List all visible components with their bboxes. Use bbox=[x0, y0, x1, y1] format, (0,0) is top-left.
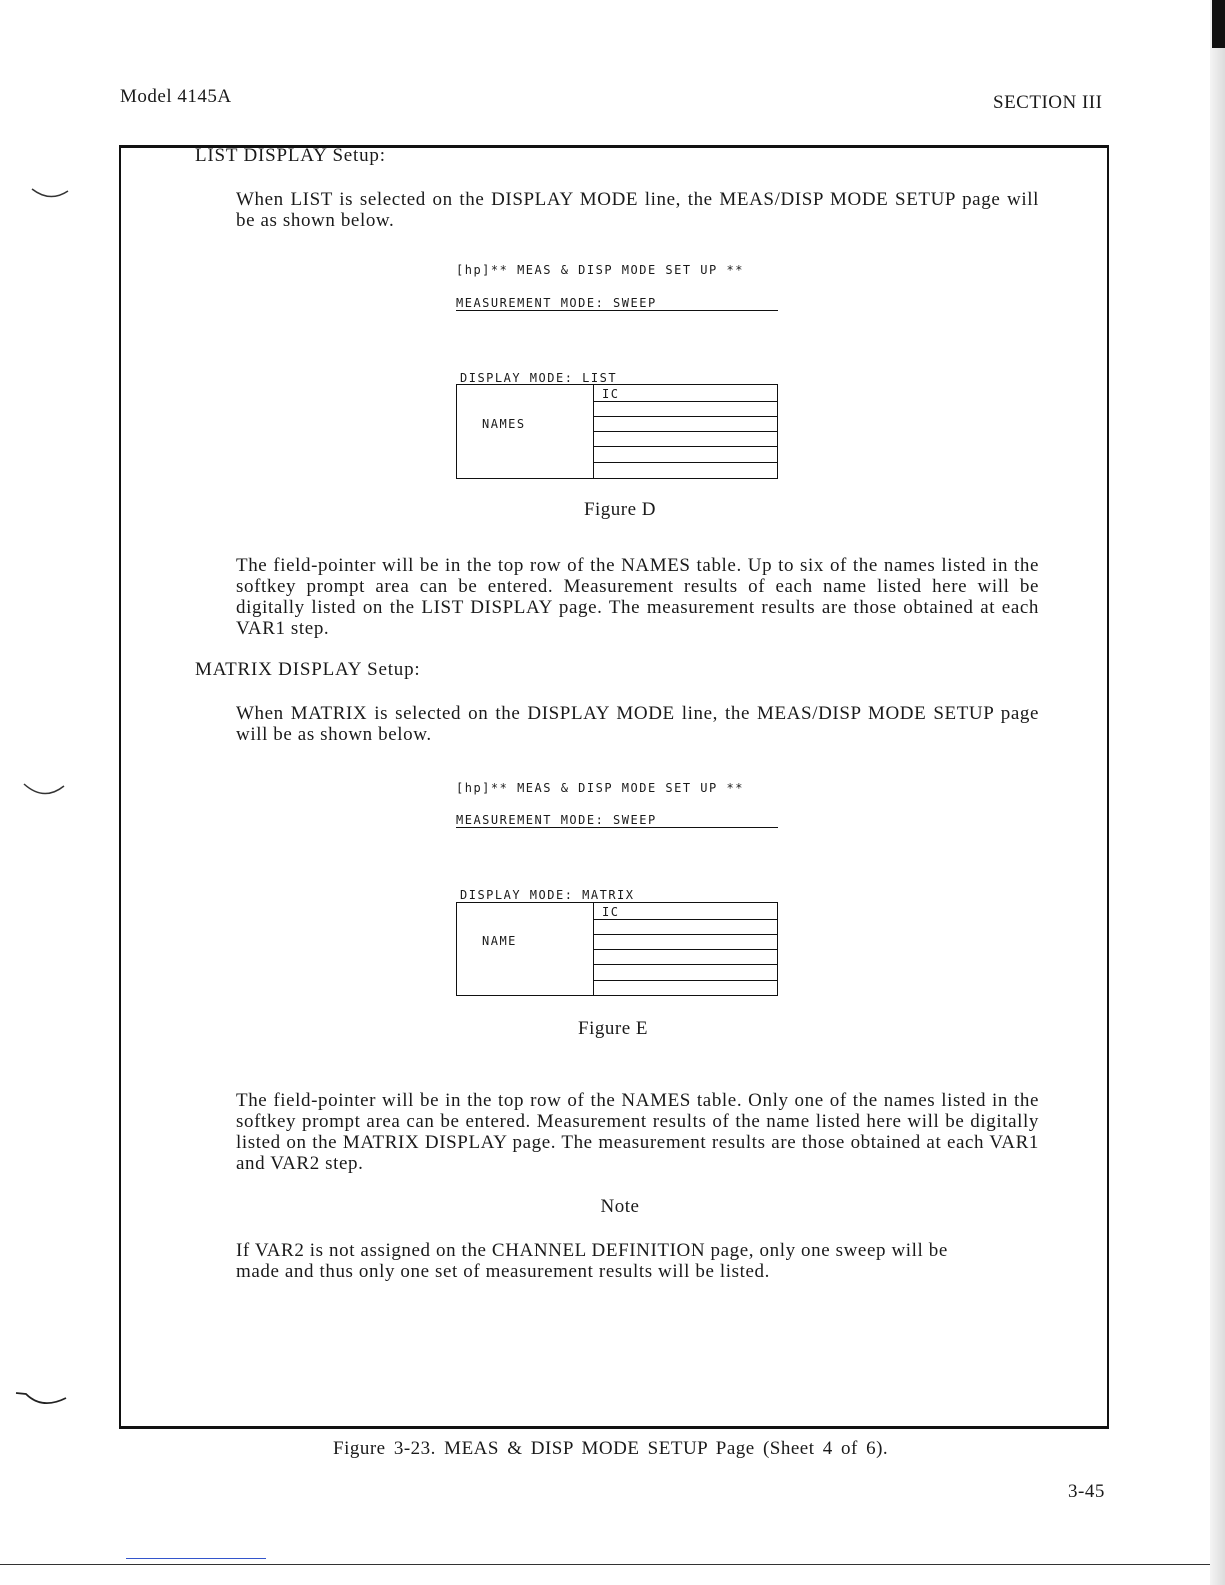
model-label: Model 4145A bbox=[120, 86, 232, 107]
list-table-label: NAMES bbox=[482, 417, 526, 431]
list-disp-mode: DISPLAY MODE: LIST bbox=[460, 371, 618, 385]
list-meas-mode: MEASUREMENT MODE: SWEEP bbox=[456, 296, 778, 311]
matrix-table-row-line bbox=[593, 964, 778, 965]
list-screen-title: [hp]** MEAS & DISP MODE SET UP ** bbox=[456, 263, 744, 277]
matrix-disp-mode: DISPLAY MODE: MATRIX bbox=[460, 888, 635, 902]
matrix-description: The field-pointer will be in the top row of the NAMES table. Only one of the names listed in the softkey prompt area can be entered. Measurement results of the name listed here will be digitally listed on the MATRIX DISPLAY page. The measurement results are those obtained at each VAR1 and VAR2 step. bbox=[236, 1090, 1039, 1174]
list-intro: When LIST is selected on the DISPLAY MODE line, the MEAS/DISP MODE SETUP page will be as shown below. bbox=[236, 189, 1039, 231]
figure-title: Figure 3-23. MEAS & DISP MODE SETUP Page (Sheet 4 of 6). bbox=[333, 1438, 889, 1459]
list-table-row-line bbox=[593, 431, 778, 432]
figure-d-caption: Figure D bbox=[583, 499, 657, 520]
matrix-table-row-line bbox=[593, 980, 778, 981]
binding-tab bbox=[1212, 0, 1225, 48]
scan-link-underline bbox=[126, 1558, 266, 1559]
matrix-table-row-line bbox=[593, 919, 778, 920]
matrix-meas-mode: MEASUREMENT MODE: SWEEP bbox=[456, 813, 778, 828]
figure-e-caption: Figure E bbox=[578, 1018, 648, 1039]
list-table-first-entry: IC bbox=[602, 387, 620, 401]
list-table-row-line bbox=[593, 416, 778, 417]
list-description: The field-pointer will be in the top row of the NAMES table. Up to six of the names listed in the softkey prompt area can be entered. Measurement results of each name listed here will be digitally listed on the LIST DISPLAY page. The measurement results are those obtained at each VAR1 step. bbox=[236, 555, 1039, 639]
matrix-table-label: NAME bbox=[482, 934, 517, 948]
binding-edge bbox=[1210, 0, 1225, 1585]
list-table-row-line bbox=[593, 401, 778, 402]
note-text: If VAR2 is not assigned on the CHANNEL DEFINITION page, only one sweep will be made and thus only one set of measurement results will be listed. bbox=[236, 1240, 948, 1282]
list-table-row-line bbox=[593, 462, 778, 463]
section-label: SECTION III bbox=[993, 92, 1103, 113]
punch-mark-top bbox=[30, 185, 70, 205]
note-title: Note bbox=[600, 1196, 640, 1217]
list-heading: LIST DISPLAY Setup: bbox=[195, 145, 386, 166]
page-number: 3-45 bbox=[1068, 1481, 1105, 1502]
matrix-table-row-line bbox=[593, 934, 778, 935]
matrix-heading: MATRIX DISPLAY Setup: bbox=[195, 659, 421, 680]
matrix-screen-title: [hp]** MEAS & DISP MODE SET UP ** bbox=[456, 781, 744, 795]
matrix-table-first-entry: IC bbox=[602, 905, 620, 919]
list-table-row-line bbox=[593, 446, 778, 447]
scan-line-bottom bbox=[0, 1564, 1210, 1565]
matrix-table-row-line bbox=[593, 949, 778, 950]
punch-mark-middle bbox=[22, 780, 66, 802]
punch-mark-bottom bbox=[14, 1390, 68, 1412]
matrix-intro: When MATRIX is selected on the DISPLAY MODE line, the MEAS/DISP MODE SETUP page will be as shown below. bbox=[236, 703, 1039, 745]
